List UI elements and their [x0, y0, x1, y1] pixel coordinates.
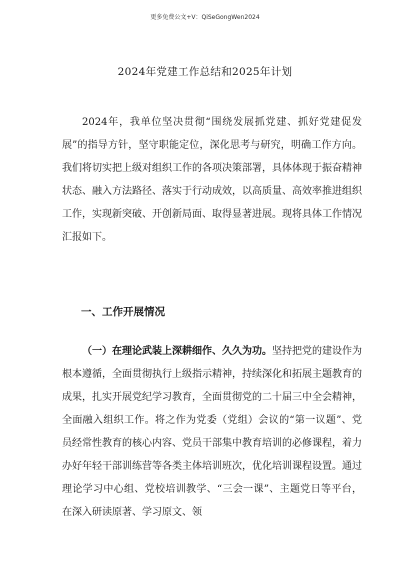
document-title: 2024年党建工作总结和2025年计划 — [117, 66, 293, 78]
page-header-note: 更多免费公文+V：QiSeGongWen2024 — [150, 14, 260, 21]
subsection-body: 坚持把党的建设作为根本遵循，全面贯彻执行上级指示精神，持续深化和拓展主题教育的成果，扎实开展党纪学习教育，全面贯彻党的二十届三中全会精神，全面融入组织工作。将之作为党委（党组）会议的“第一议题”、党员经常性教育的核心内容、党员干部集中教育培训的必修课程，着力办好年轻干部训练营等各类主体培训班次，优化培训课程设置。通过理论学习中心组、党校培训教学、“三会一课”、主题党日等平台，在深入研读原著、学习原文、领 — [62, 346, 362, 518]
section-heading: 一、工作开展情况 — [81, 306, 165, 318]
subsection-heading: （一）在理论武装上深耕细作、久久为功。 — [82, 346, 272, 357]
intro-paragraph: 2024年，我单位坚决贯彻“围绕发展抓党建、抓好党建促发展”的指导方针，坚守职能定位，深化思考与研究，明确工作方向。我们将切实把上级对组织工作的各项决策部署，具体体现于振奋精神状态、融入方法路径、落实于行动成效，以高质量、高效率推进组织工作，实现新突破、开创新局面、取得显著进展。现将具体工作情况汇报如下。 — [62, 117, 362, 243]
subsection-paragraph — [62, 340, 362, 524]
